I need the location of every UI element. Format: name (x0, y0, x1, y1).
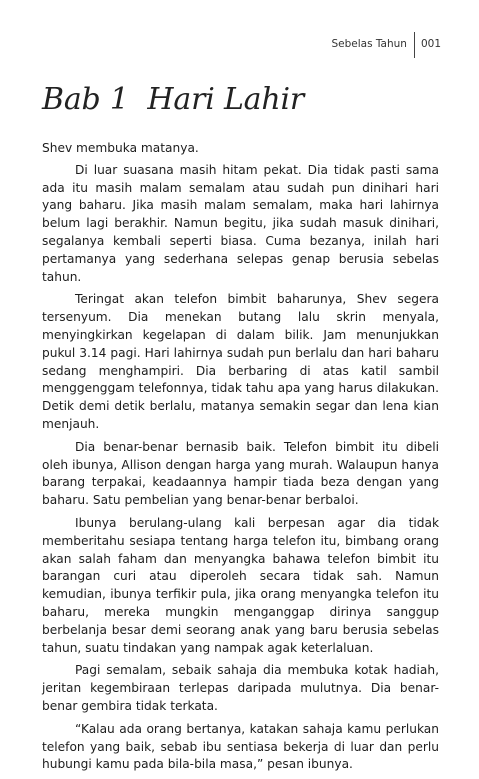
paragraph-4: Dia benar-benar bernasib baik. Telefon bimbit itu dibeli oleh ibunya, Allison dengan harga yang murah. Walaupun hanya barang terpakai, keadaannya hampir tiada beza dengan yang baharu. Satu pembelian yang benar-benar berbaloi. (42, 439, 439, 508)
paragraph-3: Teringat akan telefon bimbit baharunya, Shev segera tersenyum. Dia menekan butang lalu skrin menyala, menyingkirkan kegelapan di dalam bilik. Jam menunjukkan pukul 3.14 pagi. Hari lahirnya sudah pun berlalu dan hari baharu sedang menghampiri. Dia berbaring di atas katil sambil menggenggam telefonnya, tidak tahu apa yang harus dilakukan. Detik demi detik berlalu, matanya semakin segar dan lena kian menjauh. (42, 292, 439, 431)
paragraph-5: Ibunya berulang-ulang kali berpesan agar dia tidak memberitahu sesiapa tentang harga telefon itu, bimbang orang akan salah faham dan menyangka bahawa telefon bimbit itu barangan curi atau diperoleh secara tidak sah. Namun kemudian, ibunya terfikir pula, jika orang menyangka telefon itu baharu, mereka mungkin menganggap dirinya sanggup berbelanja besar demi seorang anak yang baru berusia sebelas tahun, suatu tindakan yang nampak agak keterlaluan. (42, 515, 439, 655)
paragraph-1: Shev membuka matanya. (42, 141, 199, 155)
paragraph-7: “Kalau ada orang bertanya, katakan sahaja kamu perlukan telefon yang baik, sebab ibu sentiasa bekerja di luar dan perlu hubungi kamu pada bila-bila masa,” pesan ibunya. (42, 721, 439, 772)
chapter-title: Bab 1 Hari Lahir (42, 82, 305, 117)
running-header (331, 30, 441, 58)
paragraph-6: Pagi semalam, sebaik sahaja dia membuka kotak hadiah, jeritan kegembiraan terlepas daripada mulutnya. Dia benar-benar gembira tidak terkata. (42, 663, 439, 713)
running-header-title: Sebelas Tahun (331, 38, 407, 50)
page-number: 001 (420, 38, 441, 50)
paragraph-2: Di luar suasana masih hitam pekat. Dia tidak pasti sama ada itu masih malam semalam atau sudah pun dinihari hari yang baharu. Jika masih malam semalam, maka hari lahirnya belum lagi berakhir. Namun begitu, jika sudah masuk dinihari, segalanya kembali seperti biasa. Cuma bezanya, inilah hari pertamanya yang sederhana selepas genap berusia sebelas tahun. (42, 162, 439, 284)
body-text (42, 140, 439, 779)
